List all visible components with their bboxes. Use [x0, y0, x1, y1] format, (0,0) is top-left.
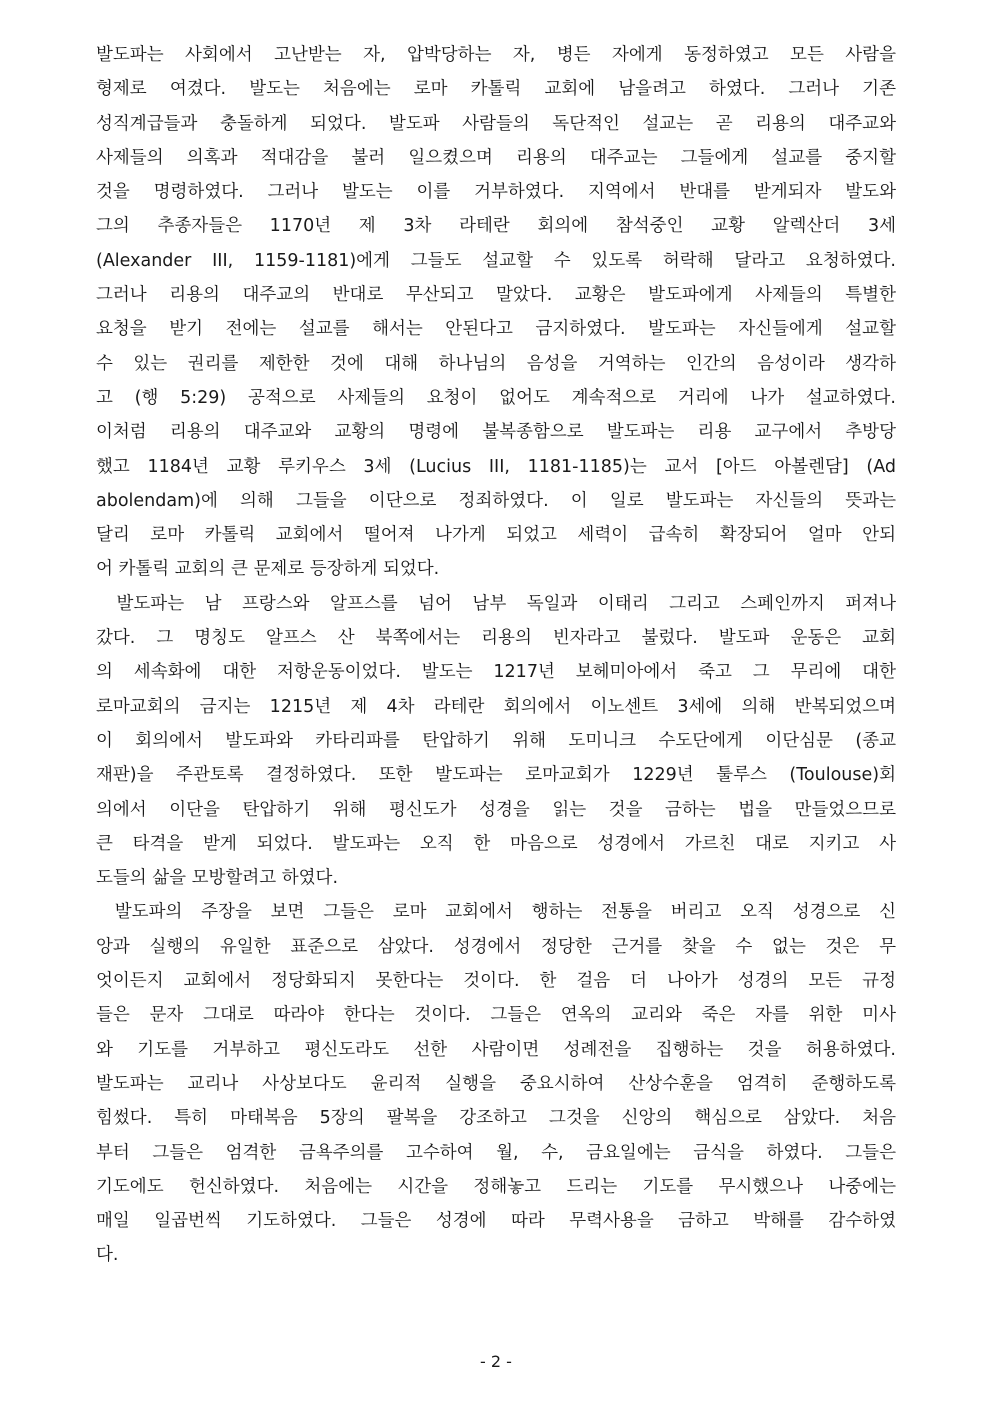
document-body	[96, 38, 896, 1273]
text-line: 발도파는 교리나 사상보다도 윤리적 실행을 중요시하여 산상수훈을 엄격히 준행하도록	[96, 1073, 896, 1094]
text-line: 의 세속화에 대한 저항운동이었다. 발도는 1217년 보헤미아에서 죽고 그 무리에 대한	[96, 662, 896, 683]
text-line: 발도파는 사회에서 고난받는 자, 압박당하는 자, 병든 자에게 동정하였고 모든 사람을	[96, 45, 896, 65]
text-line: 들은 문자 그대로 따라야 한다는 것이다. 그들은 연옥의 교리와 죽은 자를 위한 미사	[96, 1005, 896, 1026]
paragraph-2	[96, 587, 896, 896]
text-line: 발도파는 남 프랑스와 알프스를 넘어 남부 독일과 이태리 그리고 스페인까지 퍼져나	[96, 593, 896, 614]
text-line: 성직계급들과 충돌하게 되었다. 발도파 사람들의 독단적인 설교는 곧 리용의 대주교와	[96, 113, 896, 134]
text-line: 로마교회의 금지는 1215년 제 4차 라테란 회의에서 이노센트 3세에 의해 반복되었으며	[96, 696, 896, 717]
text-line: 그의 추종자들은 1170년 제 3차 라테란 회의에 참석중인 교황 알렉산더 3세	[96, 216, 896, 237]
text-line: 이처럼 리용의 대주교와 교황의 명령에 불복종함으로 발도파는 리용 교구에서 추방당	[96, 422, 896, 443]
text-line: 앙과 실행의 유일한 표준으로 삼았다. 성경에서 정당한 근거를 찾을 수 없는 것은 무	[96, 936, 896, 957]
text-line: abolendam)에 의해 그들을 이단으로 정죄하였다. 이 일로 발도파는 자신들의 뜻과는	[96, 490, 896, 511]
text-line: 이 회의에서 발도파와 카타리파를 탄압하기 위해 도미니크 수도단에게 이단심문 (종교	[96, 730, 896, 751]
text-line: 고 (행 5:29) 공적으로 사제들의 요청이 없어도 계속적으로 거리에 나가 설교하였다.	[96, 387, 896, 408]
text-line: 달리 로마 카톨릭 교회에서 떨어져 나가게 되었고 세력이 급속히 확장되어 얼마 안되	[96, 525, 896, 546]
text-line: 큰 타격을 받게 되었다. 발도파는 오직 한 마음으로 성경에서 가르친 대로 지키고 사	[96, 833, 896, 854]
text-line: 갔다. 그 명칭도 알프스 산 북쪽에서는 리용의 빈자라고 불렀다. 발도파 운동은 교회	[96, 628, 896, 649]
text-line: 와 기도를 거부하고 평신도라도 선한 사람이면 성례전을 집행하는 것을 허용하였다.	[96, 1039, 896, 1060]
text-line: (Alexander III, 1159-1181)에게 그들도 설교할 수 있도록 허락해 달라고 요청하였다.	[96, 250, 896, 271]
text-line: 수 있는 권리를 제한한 것에 대해 하나님의 음성을 거역하는 인간의 음성이라 생각하	[96, 353, 896, 374]
text-line: 도들의 삶을 모방할려고 하였다.	[96, 868, 339, 889]
page-number: - 2 -	[480, 1352, 512, 1371]
text-line: 요청을 받기 전에는 설교를 해서는 안된다고 금지하였다. 발도파는 자신들에게 설교할	[96, 319, 896, 340]
paragraph-1	[96, 38, 896, 587]
text-line: 재판)을 주관토록 결정하였다. 또한 발도파는 로마교회가 1229년 툴루스 (Toulouse)회	[96, 765, 896, 786]
text-line: 다.	[96, 1245, 119, 1266]
text-line: 엇이든지 교회에서 정당화되지 못한다는 것이다. 한 걸음 더 나아가 성경의 모든 규정	[96, 971, 896, 992]
text-line: 의에서 이단을 탄압하기 위해 평신도가 성경을 읽는 것을 금하는 법을 만들었으므로	[96, 799, 896, 820]
text-line: 매일 일곱번씩 기도하였다. 그들은 성경에 따라 무력사용을 금하고 박해를 감수하였	[96, 1211, 896, 1232]
text-line: 사제들의 의혹과 적대감을 불러 일으켰으며 리용의 대주교는 그들에게 설교를 중지할	[96, 147, 896, 168]
text-line: 그러나 리용의 대주교의 반대로 무산되고 말았다. 교황은 발도파에게 사제들의 특별한	[96, 285, 896, 306]
text-line: 발도파의 주장을 보면 그들은 로마 교회에서 행하는 전통을 버리고 오직 성경으로 신	[96, 902, 896, 923]
text-line: 기도에도 헌신하였다. 처음에는 시간을 정해놓고 드리는 기도를 무시했으나 나중에는	[96, 1176, 896, 1197]
paragraph-3	[96, 895, 896, 1272]
text-line: 어 카톨릭 교회의 큰 문제로 등장하게 되었다.	[96, 559, 440, 580]
text-line: 했고 1184년 교황 루키우스 3세 (Lucius III, 1181-1185)는 교서 [아드 아볼렌담] (Ad	[96, 456, 896, 477]
text-line: 힘썼다. 특히 마태복음 5장의 팔복을 강조하고 그것을 신앙의 핵심으로 삼았다. 처음	[96, 1108, 896, 1129]
text-line: 형제로 여겼다. 발도는 처음에는 로마 카톨릭 교회에 남을려고 하였다. 그러나 기존	[96, 79, 896, 100]
text-line: 것을 명령하였다. 그러나 발도는 이를 거부하였다. 지역에서 반대를 받게되자 발도와	[96, 182, 896, 203]
text-line: 부터 그들은 엄격한 금욕주의를 고수하여 월, 수, 금요일에는 금식을 하였다. 그들은	[96, 1142, 896, 1163]
